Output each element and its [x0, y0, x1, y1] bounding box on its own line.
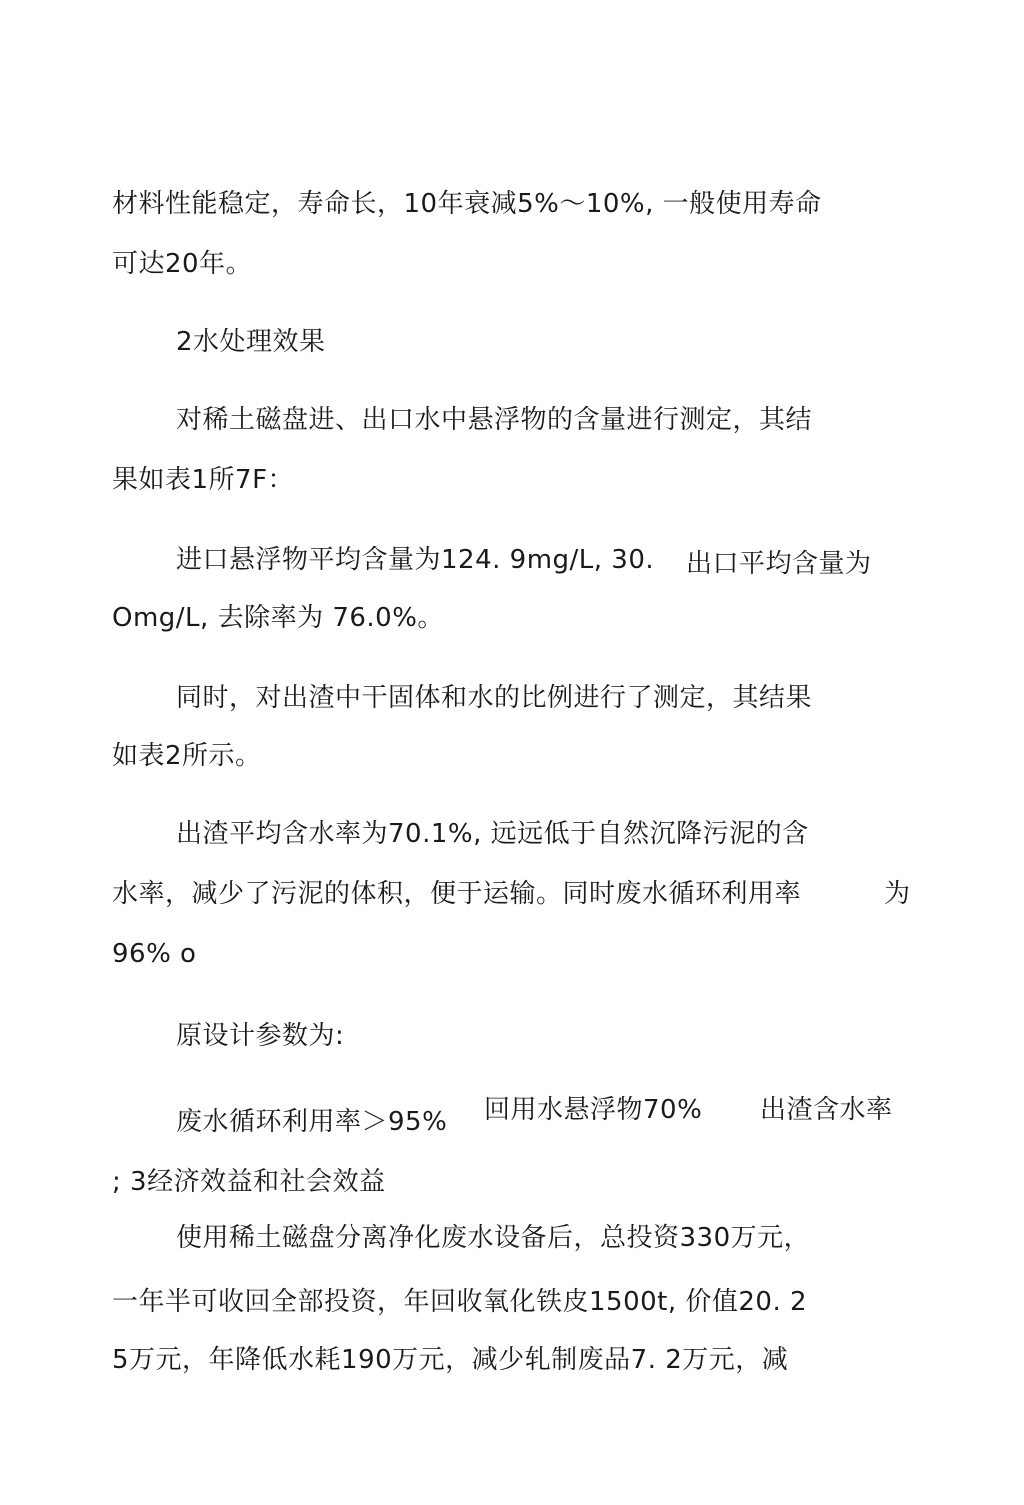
paragraph-line: 同时，对出渣中干固体和水的比例进行了测定，其结果 [176, 683, 813, 713]
paragraph-line: 出渣平均含水率为70.1%, 远远低于自然沉降污泥的含 [176, 819, 809, 849]
paragraph-fragment: 废水循环利用率＞95% [176, 1107, 448, 1137]
paragraph-line: 材料性能稳定，寿命长，10年衰减5%～10%, 一般使用寿命 [112, 189, 822, 219]
paragraph-line: 果如表1所7F： [112, 465, 295, 495]
section-heading: ; 3经济效益和社会效益 [112, 1167, 386, 1197]
paragraph-line: 原设计参数为: [176, 1021, 345, 1051]
paragraph-line: 使用稀土磁盘分离净化废水设备后，总投资330万元， [176, 1223, 811, 1253]
paragraph-fragment: 出渣含水率 [760, 1095, 893, 1125]
paragraph-line: 96% o [112, 939, 197, 969]
paragraph-line: 可达20年。 [112, 249, 253, 279]
paragraph-line: 一年半可收回全部投资，年回收氧化铁皮1500t, 价值20. 2 [112, 1287, 808, 1317]
paragraph-line: 5万元，年降低水耗190万元，减少轧制废品7. 2万元，减 [112, 1345, 789, 1375]
paragraph-line: Omg/L, 去除率为 76.0%。 [112, 603, 444, 633]
paragraph-fragment: 水率，减少了污泥的体积，便于运输。同时废水循环利用率 [112, 879, 802, 909]
paragraph-line: 如表2所示。 [112, 741, 262, 771]
paragraph-fragment: 进口悬浮物平均含量为124. 9mg/L, 30. [176, 545, 655, 575]
paragraph-fragment: 为 [884, 879, 911, 909]
paragraph-fragment: 回用水悬浮物70% [484, 1095, 703, 1125]
paragraph-fragment: 出口平均含量为 [686, 549, 872, 579]
section-heading: 2水处理效果 [176, 327, 326, 357]
paragraph-line: 对稀土磁盘进、出口水中悬浮物的含量进行测定，其结 [176, 405, 813, 435]
